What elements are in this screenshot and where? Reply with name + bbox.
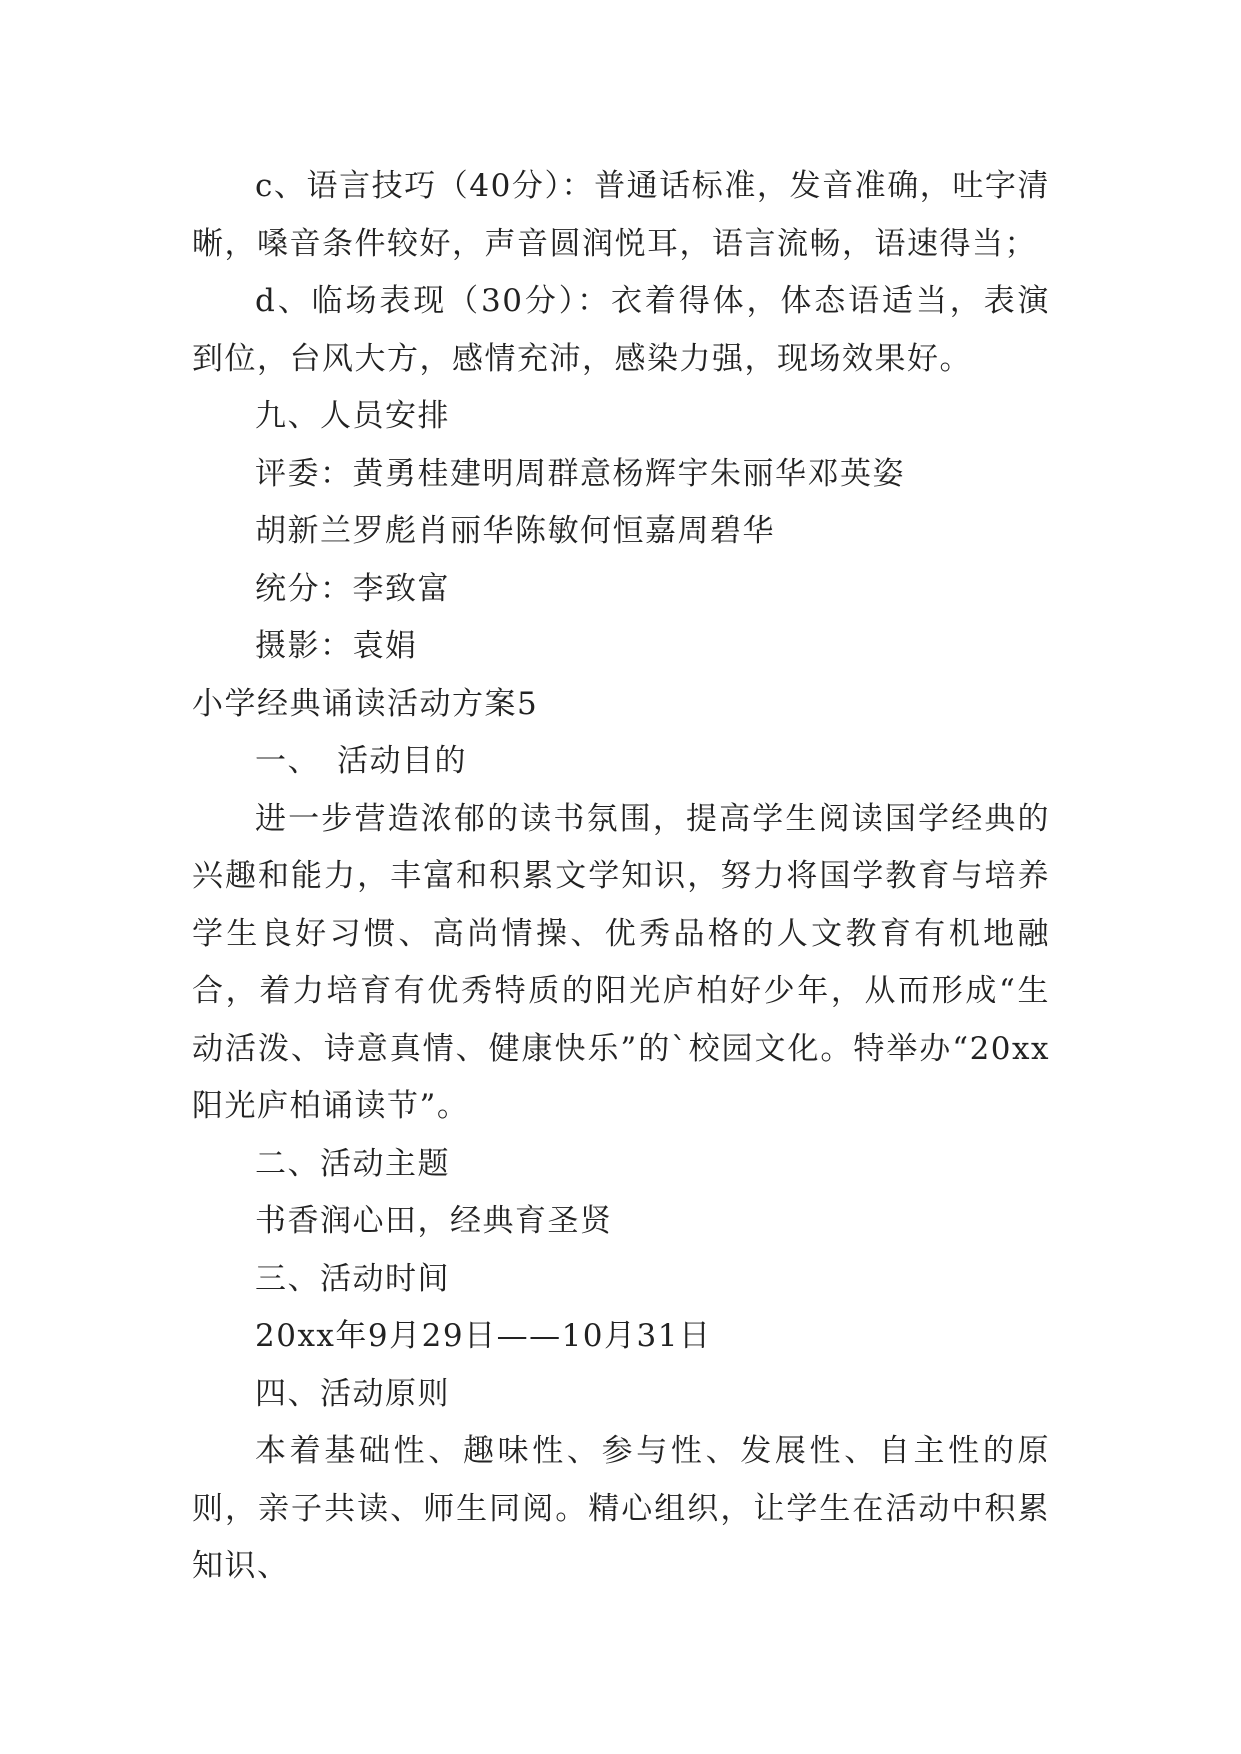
paragraph-judges: 评委：黄勇桂建明周群意杨辉宇朱丽华邓英姿 [255,455,905,492]
heading-staff-arrangement: 九、人员安排 [255,398,450,434]
section-title-plan-5: 小学经典诵读活动方案5 [192,685,539,722]
heading-activity-purpose: 一、 活动目的 [255,743,467,779]
paragraph-activity-principle: 本着基础性、趣味性、参与性、发展性、自主性的原则，亲子共读、师生同阅。精心组织，让学生在活动中积累知识、 [192,1433,1050,1584]
paragraph-activity-time: 20xx年9月29日——10月31日 [255,1318,712,1354]
paragraph-stage-performance: d、临场表现（30分）：衣着得体，体态语适当，表演到位，台风大方，感情充沛，感染力强，现场效果好。 [192,283,1050,377]
paragraph-activity-purpose: 进一步营造浓郁的读书氛围，提高学生阅读国学经典的兴趣和能力，丰富和积累文学知识，努力将国学教育与培养学生良好习惯、高尚情操、优秀品格的人文教育有机地融合，着力培育有优秀特质的阳光庐柏好少年，从而形成“生动活泼、诗意真情、健康快乐”的`校园文化。特举办“20xx阳光庐柏诵读节”。 [192,800,1050,1124]
paragraph-judges-continued: 胡新兰罗彪肖丽华陈敏何恒嘉周碧华 [255,513,775,549]
heading-activity-time: 三、活动时间 [255,1260,450,1297]
document-body [192,158,1050,1596]
heading-activity-principle: 四、活动原则 [255,1375,450,1412]
paragraph-photographer: 摄影：袁娟 [255,628,418,664]
paragraph-language-skill: c、语言技巧（40分）：普通话标准，发音准确，吐字清晰，嗓音条件较好，声音圆润悦耳，语言流畅，语速得当； [192,168,1050,262]
paragraph-scorekeeper: 统分：李致富 [255,570,450,607]
paragraph-activity-theme: 书香润心田，经典育圣贤 [255,1203,613,1239]
heading-activity-theme: 二、活动主题 [255,1145,450,1182]
